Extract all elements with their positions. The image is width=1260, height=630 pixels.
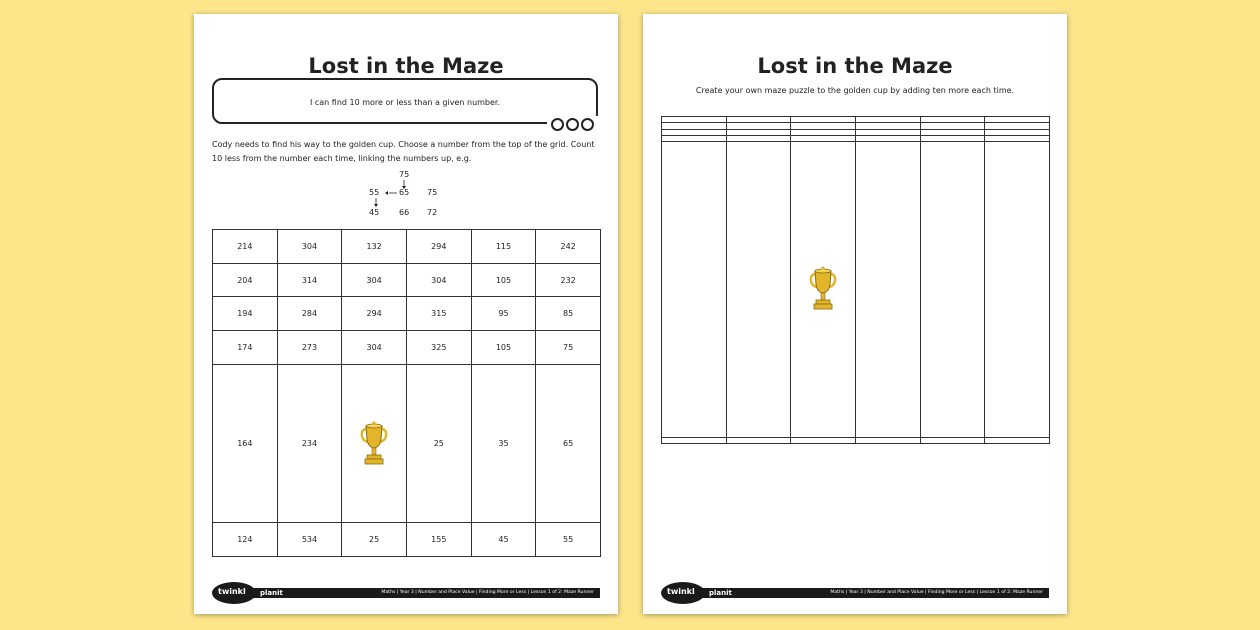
maze-cell[interactable]: 35 <box>471 364 536 522</box>
learning-objective-text: I can find 10 more or less than a given number. <box>309 98 501 107</box>
maze-row <box>213 230 601 264</box>
maze-cell[interactable]: 174 <box>213 331 278 365</box>
left-instructions: Cody needs to find his way to the golden cup. Choose a number from the top of the grid. Count 10 less from the number each time, linking the numbers up, e.g. <box>212 140 595 163</box>
maze-cell[interactable]: 273 <box>277 331 342 365</box>
example-number: 75 <box>399 170 410 179</box>
blank-cell[interactable] <box>920 142 985 438</box>
maze-grid <box>212 229 601 557</box>
blank-cell[interactable] <box>855 142 920 438</box>
left-worksheet <box>194 14 618 614</box>
maze-cell[interactable]: 314 <box>277 263 342 297</box>
example-number: 65 <box>399 188 410 197</box>
maze-row <box>213 523 601 557</box>
planit-brand: planit <box>260 589 283 597</box>
maze-cell[interactable]: 214 <box>213 230 278 264</box>
blank-cell[interactable] <box>726 437 791 443</box>
maze-cell[interactable]: 294 <box>406 230 471 264</box>
blank-cell[interactable] <box>920 437 985 443</box>
maze-cell[interactable]: 194 <box>213 297 278 331</box>
example-number: 55 <box>369 188 380 197</box>
maze-cell[interactable]: 534 <box>277 523 342 557</box>
maze-cell[interactable]: 325 <box>406 331 471 365</box>
left-page-title: Lost in the Maze <box>308 54 504 78</box>
maze-cell[interactable]: 234 <box>277 364 342 522</box>
maze-cell[interactable]: 65 <box>536 364 601 522</box>
maze-row <box>213 297 601 331</box>
assessment-circle[interactable] <box>551 118 564 131</box>
maze-cell[interactable]: 85 <box>536 297 601 331</box>
maze-cell[interactable]: 304 <box>277 230 342 264</box>
blank-row <box>662 142 1050 438</box>
example-number: 72 <box>427 208 438 217</box>
learning-objective-box <box>212 78 598 124</box>
maze-cell[interactable]: 232 <box>536 263 601 297</box>
blank-cell[interactable] <box>985 142 1050 438</box>
maze-cell[interactable] <box>342 364 407 522</box>
maze-cell[interactable]: 304 <box>342 331 407 365</box>
footer-bar <box>252 588 600 598</box>
maze-cell[interactable]: 304 <box>342 263 407 297</box>
maze-cell[interactable]: 304 <box>406 263 471 297</box>
maze-row <box>213 364 601 522</box>
example-number: 66 <box>399 208 410 217</box>
maze-cell[interactable]: 45 <box>471 523 536 557</box>
footer-curriculum-text: Maths | Year 3 | Number and Place Value | Finding More or Less | Lesson 1 of 2: Maze Runner <box>381 590 594 595</box>
maze-cell[interactable]: 115 <box>471 230 536 264</box>
maze-cell[interactable]: 132 <box>342 230 407 264</box>
blank-cell[interactable] <box>662 142 727 438</box>
twinkl-logo-text: twinkl <box>667 587 695 596</box>
right-footer <box>661 582 1049 604</box>
planit-brand: planit <box>709 589 732 597</box>
right-worksheet <box>643 14 1067 614</box>
maze-cell[interactable]: 105 <box>471 263 536 297</box>
twinkl-logo <box>661 582 705 604</box>
maze-cell[interactable]: 75 <box>536 331 601 365</box>
maze-row <box>213 331 601 365</box>
right-page-title: Lost in the Maze <box>757 54 953 78</box>
left-footer <box>212 582 600 604</box>
twinkl-logo <box>212 582 256 604</box>
maze-cell[interactable]: 164 <box>213 364 278 522</box>
maze-cell[interactable]: 284 <box>277 297 342 331</box>
golden-cup-icon <box>806 266 840 312</box>
maze-cell[interactable]: 55 <box>536 523 601 557</box>
example-number: 75 <box>427 188 438 197</box>
footer-curriculum-text: Maths | Year 3 | Number and Place Value | Finding More or Less | Lesson 1 of 2: Maze Runner <box>830 590 1043 595</box>
blank-cell[interactable] <box>726 142 791 438</box>
self-assessment-circles <box>547 116 598 133</box>
maze-cell[interactable]: 105 <box>471 331 536 365</box>
maze-row <box>213 263 601 297</box>
assessment-circle[interactable] <box>566 118 579 131</box>
footer-bar <box>701 588 1049 598</box>
maze-cell[interactable]: 294 <box>342 297 407 331</box>
golden-cup-icon <box>357 421 391 467</box>
maze-cell[interactable]: 315 <box>406 297 471 331</box>
maze-cell[interactable]: 204 <box>213 263 278 297</box>
twinkl-logo-text: twinkl <box>218 587 246 596</box>
right-instructions: Create your own maze puzzle to the golden cup by adding ten more each time. <box>695 86 1015 95</box>
maze-cell[interactable]: 25 <box>342 523 407 557</box>
maze-cell[interactable]: 124 <box>213 523 278 557</box>
maze-cell[interactable]: 242 <box>536 230 601 264</box>
blank-cell[interactable] <box>662 437 727 443</box>
assessment-circle[interactable] <box>581 118 594 131</box>
blank-cell[interactable] <box>791 142 856 438</box>
blank-cell[interactable] <box>855 437 920 443</box>
maze-cell[interactable]: 155 <box>406 523 471 557</box>
maze-cell[interactable]: 25 <box>406 364 471 522</box>
maze-cell[interactable]: 95 <box>471 297 536 331</box>
blank-cell[interactable] <box>985 437 1050 443</box>
blank-cell[interactable] <box>791 437 856 443</box>
blank-maze-grid <box>661 116 1050 444</box>
example-number: 45 <box>369 208 380 217</box>
blank-row <box>662 437 1050 443</box>
example-diagram <box>354 168 454 228</box>
example-arrows <box>354 168 454 228</box>
